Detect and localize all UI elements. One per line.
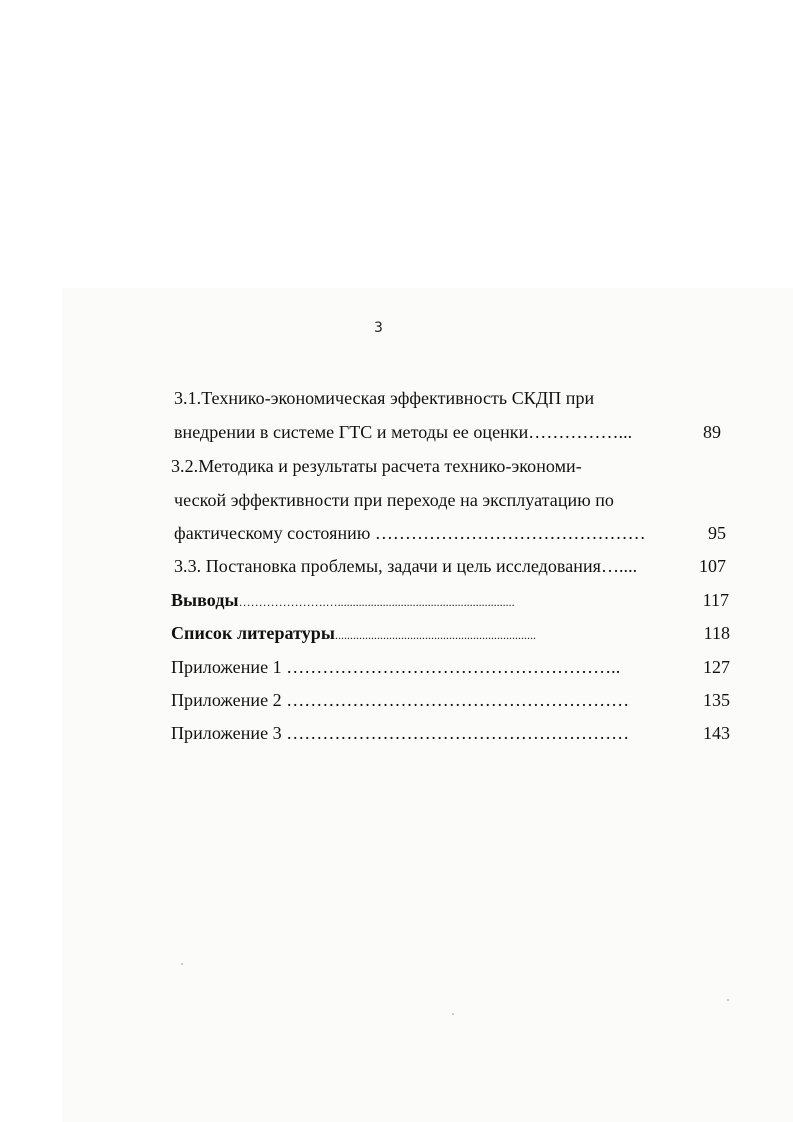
toc-references-label: Список литературы [171, 623, 335, 643]
toc-conclusions-label: Выводы [171, 590, 239, 610]
toc-entry-3-1-line1: 3.1.Технико-экономическая эффективность СКДП при [174, 388, 595, 408]
toc-appendix-1-page: 127 [703, 657, 730, 677]
toc-conclusions-page: 117 [702, 590, 729, 610]
toc-entry-3-2-page: 95 [708, 523, 726, 543]
toc-entry-3-2-line1: 3.2.Методика и результаты расчета технико-экономи- [171, 456, 582, 476]
toc-appendix-3-page: 143 [703, 723, 730, 743]
toc-entry-3-1-line2: внедрении в системе ГТС и методы ее оценки……………... [174, 422, 633, 442]
toc-references-page: 118 [703, 623, 730, 643]
toc-appendix-3: Приложение 3 ………………………………………………… [171, 723, 630, 743]
toc-entry-3-2-line2: ческой эффективности при переходе на эксплуатацию по [174, 490, 614, 510]
page-number: 3 [374, 320, 383, 336]
toc-appendix-2-page: 135 [703, 690, 730, 710]
toc-appendix-1: Приложение 1 ……………………………………………….. [171, 657, 621, 677]
toc-appendix-2: Приложение 2 ………………………………………………… [171, 690, 630, 710]
scan-speck [181, 963, 183, 965]
toc-entry-3-2-line3: фактическому состоянию ……………………………………… [174, 523, 646, 543]
toc-entry-3-1-page: 89 [703, 422, 721, 442]
scan-speck [452, 1013, 454, 1015]
toc-conclusions-leader: ………………….…........................................................... [238, 595, 515, 609]
toc-entry-3-3: 3.3. Постановка проблемы, задачи и цель исследования….... [174, 556, 638, 576]
toc-entry-3-3-page: 107 [699, 556, 726, 576]
scan-speck [727, 999, 729, 1001]
toc-references-leader: ................................................................... [334, 628, 536, 642]
toc-conclusions [171, 589, 515, 613]
toc-references [171, 622, 536, 646]
